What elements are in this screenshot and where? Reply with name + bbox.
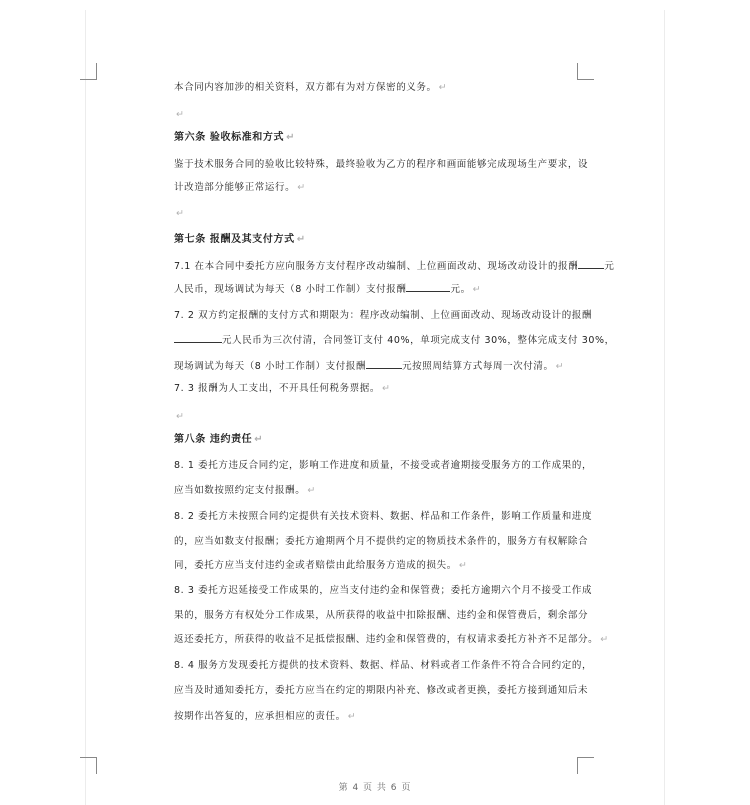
line-text: 本合同内容加涉的相关资料，双方都有为对方保密的义务。 (174, 82, 437, 93)
line-text: 现场调试为每天（8 小时工作制）支付报酬 (174, 361, 367, 372)
paragraph-line (174, 684, 589, 698)
paragraph-line (174, 382, 584, 396)
paragraph-mark-icon: ↵ (347, 711, 357, 722)
line-text: 应当如数按照约定支付报酬。 (174, 485, 306, 496)
paragraph-line (174, 81, 584, 95)
paragraph-mark-icon: ↵ (296, 234, 306, 245)
paragraph-line (174, 659, 593, 673)
paragraph-mark-icon: ↵ (600, 634, 609, 645)
line-text: 第七条 报酬及其支付方式 (174, 234, 295, 245)
paragraph-line (174, 282, 584, 297)
paragraph-mark-icon: ↵ (176, 411, 185, 422)
line-text: 8. 1 委托方违反合同约定，影响工作进度和质量，不接受或者逾期接受服务方的工作成果的， (174, 460, 593, 471)
crop-mark-bottom-left (80, 757, 97, 774)
paragraph-line (174, 535, 589, 549)
paragraph-line (174, 633, 609, 647)
paragraph-mark-icon: ↵ (438, 82, 448, 93)
paragraph-line (174, 559, 584, 573)
line-text: 8. 3 委托方迟延接受工作成果的，应当支付违约金和保管费；委托方逾期六个月不接受工作成 (174, 585, 593, 596)
line-text: 返还委托方，所获得的收益不足抵偿报酬、违约金和保管费的，有权请求委托方补齐不足部分。 (174, 634, 599, 645)
paragraph-line (174, 510, 593, 524)
paragraph-line (174, 309, 593, 323)
line-text: 第八条 违约责任 (174, 434, 253, 445)
paragraph-mark-icon: ↵ (297, 182, 306, 193)
line-text-after-blank: 元人民币为三次付清，合同签订支付 40%，单项完成支付 30%，整体完成支付 30%， (222, 335, 615, 346)
fill-in-blank[interactable] (366, 359, 402, 369)
paragraph-line (174, 459, 593, 473)
paragraph-line (174, 259, 615, 274)
line-text: 果的，服务方有权处分工作成果，从所获得的收益中扣除报酬、违约金和保管费后，剩余部分 (174, 610, 589, 621)
line-text: 计改造部分能够正常运行。 (174, 182, 296, 193)
fill-in-blank[interactable] (174, 333, 222, 343)
paragraph-mark-icon: ↵ (176, 109, 185, 120)
paragraph-mark-icon: ↵ (254, 434, 264, 445)
paragraph-line (174, 359, 584, 374)
line-text: 7.1 在本合同中委托方应向服务方支付程序改动编制、上位画面改动、现场改动设计的报酬 (174, 261, 579, 272)
paragraph-line (174, 609, 589, 623)
paragraph-mark-icon: ↵ (286, 132, 296, 143)
paragraph-line (174, 181, 584, 195)
line-text: 7. 3 报酬为人工支出，不开具任何税务票据。 (174, 383, 380, 394)
empty-line (174, 207, 584, 221)
empty-line (174, 410, 584, 424)
crop-mark-bottom-right (577, 757, 594, 774)
line-text: 第六条 验收标准和方式 (174, 132, 285, 143)
line-text: 人民币，现场调试为每天（8 小时工作制）支付报酬 (174, 284, 407, 295)
paragraph-line (174, 710, 584, 724)
paragraph-mark-icon: ↵ (555, 361, 565, 372)
paragraph-mark-icon: ↵ (458, 560, 468, 571)
fill-in-blank[interactable] (578, 259, 604, 269)
section-heading (174, 131, 584, 145)
paragraph-mark-icon: ↵ (176, 208, 185, 219)
paragraph-line (174, 158, 589, 172)
line-text: 按期作出答复的，应承担相应的责任。 (174, 711, 346, 722)
paragraph-line (174, 484, 584, 498)
line-text-after-blank: 元 (604, 261, 615, 272)
empty-line (174, 108, 584, 122)
line-text-after-blank: 元按照周结算方式每周一次付清。 (402, 361, 554, 372)
line-text: 应当及时通知委托方，委托方应当在约定的期限内补充、修改或者更换，委托方接到通知后未 (174, 685, 589, 696)
paragraph-mark-icon: ↵ (381, 383, 391, 394)
crop-mark-top-left (80, 63, 97, 80)
paragraph-mark-icon: ↵ (472, 284, 482, 295)
line-text: 同，委托方应当支付违约金或者赔偿由此给服务方造成的损失。 (174, 560, 457, 571)
page-footer: 第 4 页 共 6 页 (338, 783, 412, 793)
section-heading (174, 433, 584, 447)
line-text: 8. 2 委托方未按照合同约定提供有关技术资料、数据、样品和工作条件，影响工作质量和进度 (174, 511, 593, 522)
line-text: 8. 4 服务方发现委托方提供的技术资料、数据、样品、材料或者工作条件不符合合同约定的， (174, 660, 593, 671)
line-text: 的，应当如数支付报酬；委托方逾期两个月不提供约定的物质技术条件的，服务方有权解除合 (174, 536, 589, 547)
line-text-after-blank: 元。 (450, 284, 471, 295)
paragraph-line (174, 333, 615, 348)
section-heading (174, 233, 584, 247)
fill-in-blank[interactable] (406, 282, 450, 292)
line-text: 7. 2 双方约定报酬的支付方式和期限为：程序改动编制、上位画面改动、现场改动设计的报酬 (174, 310, 593, 321)
paragraph-mark-icon: ↵ (307, 485, 316, 496)
paragraph-line (174, 584, 593, 598)
crop-mark-top-right (577, 63, 594, 80)
line-text: 鉴于技术服务合同的验收比较特殊，最终验收为乙方的程序和画面能够完成现场生产要求，设 (174, 159, 589, 170)
